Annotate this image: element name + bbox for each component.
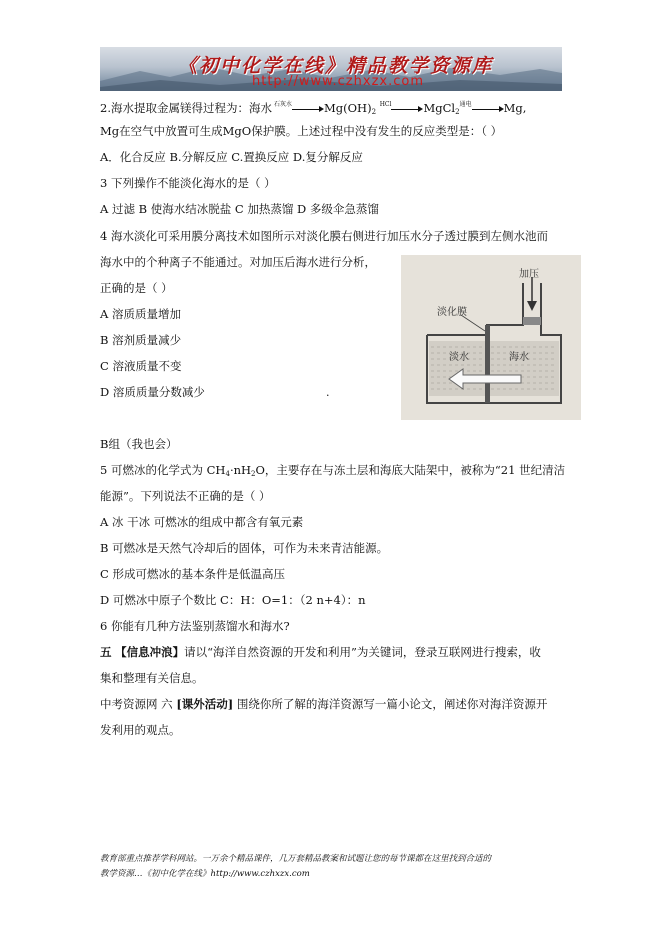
- reaction-arrow: [292, 104, 324, 114]
- q5-option-a: A 冰 干冰 可燃冰的组成中都含有氧元素: [100, 515, 304, 529]
- q4-stem-line3: 正确的是（ ）: [100, 281, 173, 295]
- section-6-line1: 中考资源网 六 [课外活动] 围绕你所了解的海洋资源写一篇小论文，阐述你对海洋资源开: [100, 697, 548, 711]
- q2-stem-line2: Mg在空气中放置可生成MgO保护膜。上述过程中没有发生的反应类型是：（ ）: [100, 124, 503, 138]
- group-b-heading: B组（我也会）: [100, 437, 178, 451]
- q5-stem-line2: 能源”。下列说法不正确的是（ ）: [100, 489, 271, 503]
- reaction-arrow: [391, 104, 423, 114]
- footer-line2: 教学资源…《初中化学在线》http://www.czhxzx.com: [100, 869, 310, 879]
- footer-line1: 教育部重点推荐学科网站。一万余个精品课件，几万套精品教案和试题让您的每节课都在这里找到合适的: [100, 854, 492, 864]
- reaction-arrow: [472, 104, 504, 114]
- q2-options: A．化合反应 B.分解反应 C.置换反应 D.复分解反应: [100, 150, 363, 164]
- membrane-diagram: [401, 255, 581, 420]
- membrane-label: 淡化膜: [437, 307, 467, 318]
- q3-options: A 过滤 B 使海水结冰脱盐 C 加热蒸馏 D 多级伞急蒸馏: [100, 202, 379, 216]
- q4-option-d: D 溶质质量分数减少: [100, 385, 205, 399]
- press-label: 加压: [519, 269, 539, 280]
- membrane-figure: [401, 255, 581, 420]
- q4-option-b: B 溶剂质量减少: [100, 333, 182, 347]
- q2-stem-line1: 2.海水提取金属镁得过程为：海水 石灰水 $Mg(OH)_2$ HCl MgCl$_2$通电 Mg,: [100, 101, 527, 116]
- q4-stem-line1: 4 海水淡化可采用膜分离技术如图所示对淡化膜右侧进行加压水分子透过膜到左侧水池而: [100, 229, 548, 243]
- q5-stem-line1: 5 可燃冰的化学式为 $CH_4\cdot nH_2O$，主要存在与冻土层和海底大陆架中，被称为“21 世纪清洁: [100, 463, 566, 478]
- q5-option-d: D 可燃冰中原子个数比 C：H：O=1：（2 n+4）：n: [100, 593, 366, 607]
- header-banner: [100, 47, 562, 91]
- q5-option-b: B 可燃冰是天然气冷却后的固体，可作为未来青洁能源。: [100, 541, 389, 555]
- banner-title: 《初中化学在线》精品教学资源库: [178, 55, 494, 77]
- q4-option-c: C 溶液质量不变: [100, 359, 182, 373]
- q3-stem: 3 下列操作不能淡化海水的是（ ）: [100, 176, 276, 190]
- banner-url[interactable]: http://www.czhxzx.com: [252, 74, 424, 89]
- section-5-line2: 集和整理有关信息。: [100, 671, 204, 685]
- fresh-water-label: 淡水: [449, 352, 469, 363]
- sea-water-label: 海水: [509, 352, 529, 363]
- section-5-line1: 五 【信息冲浪】请以“海洋自然资源的开发和利用”为关键词，登录互联网进行搜索，收: [100, 645, 541, 659]
- q5-option-c: C 形成可燃冰的基本条件是低温高压: [100, 567, 285, 581]
- section-6-line2: 发利用的观点。: [100, 723, 181, 737]
- q4-stem-line2: 海水中的个种离子不能通过。对加压后海水进行分析，: [100, 255, 376, 269]
- q4-option-a: A 溶质质量增加: [100, 307, 181, 321]
- q6-stem: 6 你能有几种方法鉴别蒸馏水和海水?: [100, 619, 290, 633]
- stray-dot: .: [326, 386, 330, 399]
